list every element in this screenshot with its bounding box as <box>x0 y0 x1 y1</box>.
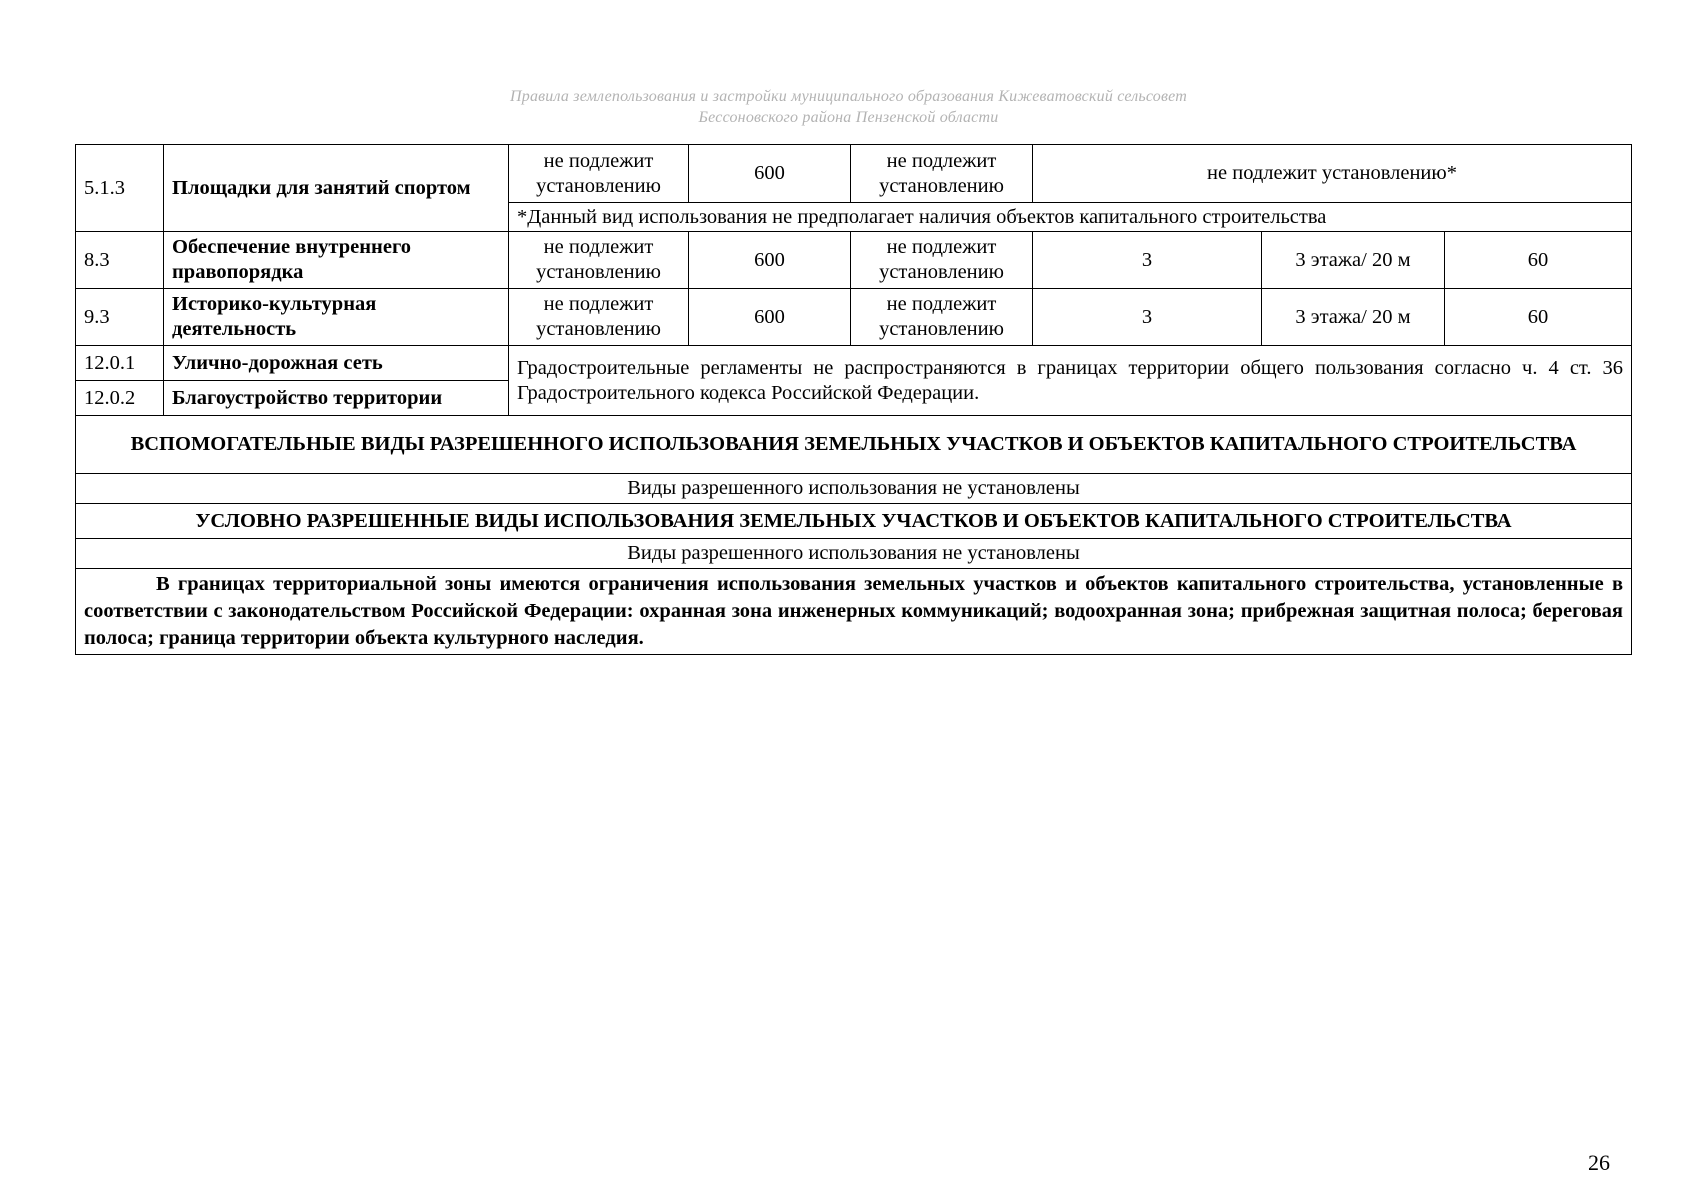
document-header <box>0 86 1697 128</box>
cell-value: 60 <box>1445 232 1632 289</box>
row-name: Историко-культурная деятельность <box>164 289 509 346</box>
regulations-table <box>75 144 1632 655</box>
header-line-1: Правила землепользования и застройки муниципального образования Кижеватовский сельсовет <box>509 88 1187 105</box>
table-row <box>76 346 1632 381</box>
row-name: Благоустройство территории <box>164 381 509 416</box>
header-line-2: Бессоновского района Пензенской области <box>698 109 999 126</box>
table-row <box>76 289 1632 346</box>
cell-value: 3 <box>1033 232 1262 289</box>
row-code: 12.0.2 <box>76 381 164 416</box>
cell-value: 3 <box>1033 289 1262 346</box>
row-shared-text: Градостроительные регламенты не распространяются в границах территории общего пользования согласно ч. 4 ст. 36 Градостроительного кодекса Российской Федерации. <box>509 346 1632 416</box>
cell-value: не подлежит установлению* <box>1033 145 1632 203</box>
row-code: 12.0.1 <box>76 346 164 381</box>
table-row <box>76 539 1632 569</box>
cell-value: 3 этажа/ 20 м <box>1262 289 1445 346</box>
table-row <box>76 569 1632 655</box>
cell-value: не подлежит установлению <box>509 232 689 289</box>
cell-value: 600 <box>689 232 851 289</box>
section-text-auxiliary: Виды разрешенного использования не установлены <box>76 474 1632 504</box>
row-name: Площадки для занятий спортом <box>164 145 509 232</box>
section-text-conditional: Виды разрешенного использования не установлены <box>76 539 1632 569</box>
page-number: 26 <box>1588 1150 1610 1175</box>
table-row <box>76 416 1632 474</box>
cell-value: 3 этажа/ 20 м <box>1262 232 1445 289</box>
cell-value: не подлежит установлению <box>509 289 689 346</box>
cell-value: не подлежит установлению <box>851 145 1033 203</box>
section-title-auxiliary: ВСПОМОГАТЕЛЬНЫЕ ВИДЫ РАЗРЕШЕННОГО ИСПОЛЬЗОВАНИЯ ЗЕМЕЛЬНЫХ УЧАСТКОВ И ОБЪЕКТОВ КАПИТАЛЬНОГО СТРОИТЕЛЬСТВА <box>76 416 1632 474</box>
row-note: *Данный вид использования не предполагает наличия объектов капитального строительства <box>509 203 1632 232</box>
row-name: Улично-дорожная сеть <box>164 346 509 381</box>
restrictions-paragraph: В границах территориальной зоны имеются ограничения использования земельных участков и объектов капитального строительства, установленные в соответствии с законодательством Российской Федерации: охранная зона инженерных коммуникаций; водоохранная зона; прибрежная защитная полоса; береговая полоса; граница территории объекта культурного наследия. <box>76 569 1632 655</box>
cell-value: 600 <box>689 145 851 203</box>
row-code: 5.1.3 <box>76 145 164 232</box>
cell-value: 600 <box>689 289 851 346</box>
table-row <box>76 474 1632 504</box>
table-row <box>76 145 1632 203</box>
row-code: 9.3 <box>76 289 164 346</box>
row-code: 8.3 <box>76 232 164 289</box>
table-row <box>76 232 1632 289</box>
cell-value: не подлежит установлению <box>851 289 1033 346</box>
cell-value: не подлежит установлению <box>509 145 689 203</box>
cell-value: не подлежит установлению <box>851 232 1033 289</box>
row-name: Обеспечение внутреннего правопорядка <box>164 232 509 289</box>
section-title-conditional: УСЛОВНО РАЗРЕШЕННЫЕ ВИДЫ ИСПОЛЬЗОВАНИЯ ЗЕМЕЛЬНЫХ УЧАСТКОВ И ОБЪЕКТОВ КАПИТАЛЬНОГО СТРОИТЕЛЬСТВА <box>76 504 1632 539</box>
table-row <box>76 504 1632 539</box>
cell-value: 60 <box>1445 289 1632 346</box>
